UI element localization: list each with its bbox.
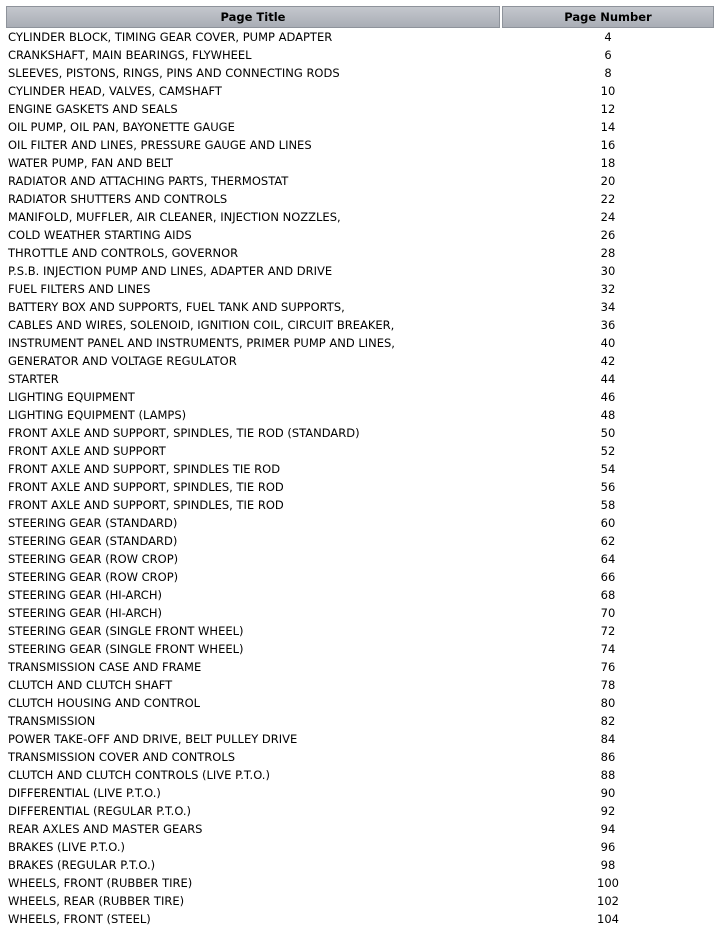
page-number-cell: 80 [600,696,616,710]
page-number-cell: 12 [600,102,616,116]
table-row[interactable] [6,280,714,298]
page-title-cell: THROTTLE AND CONTROLS, GOVERNOR [8,246,239,260]
page-number-cell: 88 [600,768,616,782]
page-title-cell: INSTRUMENT PANEL AND INSTRUMENTS, PRIMER PUMP AND LINES, [8,336,395,350]
page-title-cell: FRONT AXLE AND SUPPORT [8,444,166,458]
table-row[interactable] [6,892,714,910]
page-title-cell: STEERING GEAR (STANDARD) [8,516,178,530]
table-row[interactable] [6,658,714,676]
table-row[interactable] [6,208,714,226]
page-number-cell: 60 [600,516,616,530]
page-title-cell: MANIFOLD, MUFFLER, AIR CLEANER, INJECTION NOZZLES, [8,210,341,224]
page-title-cell: STEERING GEAR (ROW CROP) [8,552,179,566]
page-number-cell: 22 [600,192,616,206]
page-number-cell: 8 [604,66,612,80]
page-title-cell: STARTER [8,372,59,386]
page-number-cell: 94 [600,822,616,836]
page-title-cell: FRONT AXLE AND SUPPORT, SPINDLES, TIE ROD [8,498,284,512]
page-title-cell: STEERING GEAR (HI-ARCH) [8,606,162,620]
page-number-cell: 26 [600,228,616,242]
page-number-cell: 30 [600,264,616,278]
page-number-cell: 44 [600,372,616,386]
page-number-cell: 76 [600,660,616,674]
table-row[interactable] [6,676,714,694]
page-number-cell: 14 [600,120,616,134]
page-number-cell: 48 [600,408,616,422]
page-title-cell: DIFFERENTIAL (REGULAR P.T.O.) [8,804,192,818]
table-row[interactable] [6,694,714,712]
table-row[interactable] [6,388,714,406]
table-row[interactable] [6,622,714,640]
table-row[interactable] [6,766,714,784]
page-number-cell: 52 [600,444,616,458]
table-row[interactable] [6,136,714,154]
page-title-cell: CLUTCH HOUSING AND CONTROL [8,696,201,710]
table-row[interactable] [6,874,714,892]
table-row[interactable] [6,28,714,46]
page-number-cell: 34 [600,300,616,314]
page-number-cell: 24 [600,210,616,224]
page-number-cell: 98 [600,858,616,872]
page-title-cell: REAR AXLES AND MASTER GEARS [8,822,203,836]
table-row[interactable] [6,154,714,172]
page-title-cell: GENERATOR AND VOLTAGE REGULATOR [8,354,237,368]
page-title-cell: STEERING GEAR (HI-ARCH) [8,588,162,602]
page-title-cell: RADIATOR SHUTTERS AND CONTROLS [8,192,228,206]
table-row[interactable] [6,316,714,334]
page-title-cell: OIL PUMP, OIL PAN, BAYONETTE GAUGE [8,120,235,134]
table-row[interactable] [6,82,714,100]
page-number-cell: 66 [600,570,616,584]
page-title-cell: POWER TAKE-OFF AND DRIVE, BELT PULLEY DRIVE [8,732,298,746]
page-number-cell: 46 [600,390,616,404]
table-row[interactable] [6,172,714,190]
page-number-cell: 6 [604,48,612,62]
table-row[interactable] [6,802,714,820]
table-row[interactable] [6,262,714,280]
page-number-cell: 40 [600,336,616,350]
column-header-page-number[interactable]: Page Number [502,6,714,28]
page-title-cell: WHEELS, FRONT (RUBBER TIRE) [8,876,193,890]
page-title-cell: CRANKSHAFT, MAIN BEARINGS, FLYWHEEL [8,48,252,62]
table-row[interactable] [6,334,714,352]
table-row[interactable] [6,838,714,856]
table-row[interactable] [6,748,714,766]
table-row[interactable] [6,604,714,622]
page-number-cell: 32 [600,282,616,296]
page-number-cell: 90 [600,786,616,800]
table-row[interactable] [6,244,714,262]
table-row[interactable] [6,64,714,82]
page-title-cell: FRONT AXLE AND SUPPORT, SPINDLES TIE ROD [8,462,281,476]
page-title-cell: CLUTCH AND CLUTCH SHAFT [8,678,173,692]
column-header-page-title[interactable]: Page Title [6,6,500,28]
header-row [6,6,714,28]
table-row[interactable] [6,712,714,730]
page-title-cell: COLD WEATHER STARTING AIDS [8,228,192,242]
page-number-cell: 16 [600,138,616,152]
page-title-cell: FUEL FILTERS AND LINES [8,282,151,296]
page-title-cell: STEERING GEAR (ROW CROP) [8,570,179,584]
table-row[interactable] [6,442,714,460]
table-row[interactable] [6,478,714,496]
table-row[interactable] [6,46,714,64]
page-title-cell: BRAKES (REGULAR P.T.O.) [8,858,156,872]
page-number-cell: 86 [600,750,616,764]
page-number-cell: 28 [600,246,616,260]
page-number-cell: 50 [600,426,616,440]
page-title-cell: CYLINDER HEAD, VALVES, CAMSHAFT [8,84,222,98]
table-row[interactable] [6,586,714,604]
table-row[interactable] [6,100,714,118]
page-title-cell: RADIATOR AND ATTACHING PARTS, THERMOSTAT [8,174,289,188]
page-title-cell: TRANSMISSION CASE AND FRAME [8,660,202,674]
table-row[interactable] [6,352,714,370]
page-title-cell: CYLINDER BLOCK, TIMING GEAR COVER, PUMP ADAPTER [8,30,333,44]
page-title-cell: LIGHTING EQUIPMENT (LAMPS) [8,408,187,422]
table-row[interactable] [6,298,714,316]
page-title-cell: WHEELS, FRONT (STEEL) [8,912,151,926]
table-row[interactable] [6,190,714,208]
table-row[interactable] [6,424,714,442]
page-number-cell: 78 [600,678,616,692]
page-number-cell: 62 [600,534,616,548]
table-row[interactable] [6,784,714,802]
page-number-cell: 54 [600,462,616,476]
page-number-cell: 10 [600,84,616,98]
page-number-cell: 100 [597,876,619,890]
page-number-cell: 18 [600,156,616,170]
page-number-cell: 74 [600,642,616,656]
table-row[interactable] [6,550,714,568]
page-number-cell: 42 [600,354,616,368]
page-title-cell: LIGHTING EQUIPMENT [8,390,135,404]
table-row[interactable] [6,568,714,586]
page-number-cell: 102 [597,894,619,908]
page-title-cell: BRAKES (LIVE P.T.O.) [8,840,125,854]
page-number-cell: 92 [600,804,616,818]
page-title-cell: SLEEVES, PISTONS, RINGS, PINS AND CONNECTING RODS [8,66,340,80]
table-row[interactable] [6,856,714,874]
table-row[interactable] [6,730,714,748]
page-title-cell: STEERING GEAR (SINGLE FRONT WHEEL) [8,624,244,638]
page-number-cell: 72 [600,624,616,638]
page-number-cell: 58 [600,498,616,512]
page-title-cell: STEERING GEAR (STANDARD) [8,534,178,548]
page-number-cell: 70 [600,606,616,620]
table-row[interactable] [6,118,714,136]
table-row[interactable] [6,910,714,928]
page-title-cell: CLUTCH AND CLUTCH CONTROLS (LIVE P.T.O.) [8,768,270,782]
page-number-cell: 104 [597,912,619,926]
page-number-cell: 68 [600,588,616,602]
table-body [6,28,714,928]
page-title-cell: FRONT AXLE AND SUPPORT, SPINDLES, TIE ROD [8,480,284,494]
page-title-cell: P.S.B. INJECTION PUMP AND LINES, ADAPTER AND DRIVE [8,264,333,278]
page-number-cell: 20 [600,174,616,188]
table-row[interactable] [6,226,714,244]
page-number-cell: 4 [604,30,612,44]
table-row[interactable] [6,496,714,514]
table-row[interactable] [6,640,714,658]
table-row[interactable] [6,532,714,550]
table-row[interactable] [6,820,714,838]
page-title-cell: FRONT AXLE AND SUPPORT, SPINDLES, TIE ROD (STANDARD) [8,426,360,440]
page-title-cell: BATTERY BOX AND SUPPORTS, FUEL TANK AND SUPPORTS, [8,300,345,314]
page-number-cell: 56 [600,480,616,494]
page-number-cell: 36 [600,318,616,332]
page-number-cell: 96 [600,840,616,854]
page-number-cell: 64 [600,552,616,566]
table-row[interactable] [6,370,714,388]
page-title-cell: DIFFERENTIAL (LIVE P.T.O.) [8,786,161,800]
table-row[interactable] [6,460,714,478]
page-title-cell: WHEELS, REAR (RUBBER TIRE) [8,894,185,908]
page-title-cell: STEERING GEAR (SINGLE FRONT WHEEL) [8,642,244,656]
page-title-cell: TRANSMISSION COVER AND CONTROLS [8,750,236,764]
page-title-cell: CABLES AND WIRES, SOLENOID, IGNITION COIL, CIRCUIT BREAKER, [8,318,395,332]
page-title-cell: TRANSMISSION [8,714,96,728]
page-title-cell: WATER PUMP, FAN AND BELT [8,156,173,170]
page-title-cell: ENGINE GASKETS AND SEALS [8,102,178,116]
table-row[interactable] [6,514,714,532]
page-title-cell: OIL FILTER AND LINES, PRESSURE GAUGE AND LINES [8,138,312,152]
page-number-cell: 84 [600,732,616,746]
table-of-contents [4,6,716,928]
page-number-cell: 82 [600,714,616,728]
table-row[interactable] [6,406,714,424]
